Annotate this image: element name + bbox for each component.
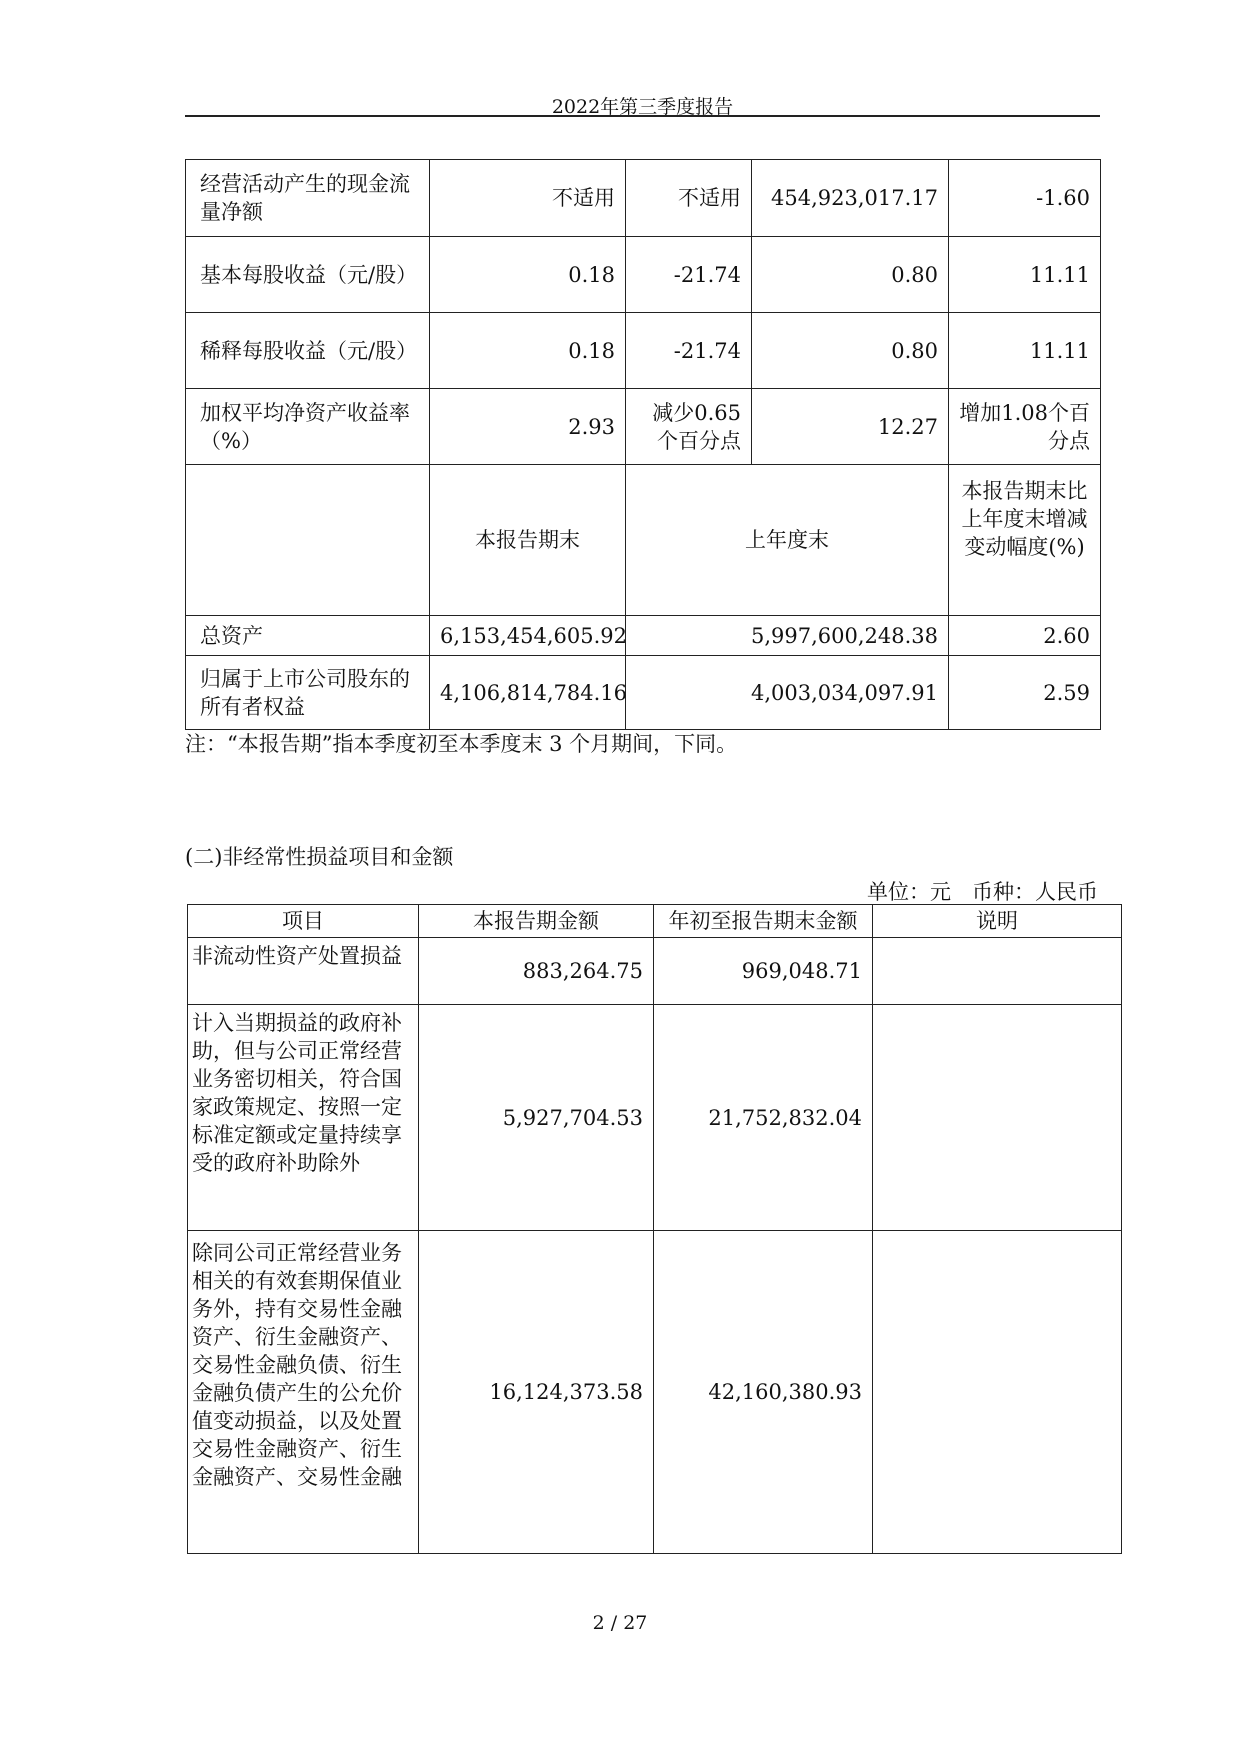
- table-row: [186, 656, 1101, 730]
- table-row: [188, 938, 1122, 1005]
- cell-value: 2.93: [430, 389, 626, 465]
- ytd-amount: 21,752,832.04: [654, 1005, 873, 1231]
- empty-cell: [186, 465, 430, 616]
- item-label: 除同公司正常经营业务相关的有效套期保值业务外，持有交易性金融资产、衍生金融资产、交易性金融负债、衍生金融负债产生的公允价值变动损益，以及处置交易性金融资产、衍生金融资产、交易性金融: [188, 1231, 419, 1554]
- cell-value: 12.27: [752, 389, 949, 465]
- non-recurring-items-table: [187, 904, 1122, 1554]
- cell-value: 2.59: [949, 656, 1101, 730]
- column-header: 说明: [873, 905, 1122, 938]
- row-label: 经营活动产生的现金流量净额: [186, 160, 430, 237]
- column-header: 本报告期末: [430, 465, 626, 616]
- cell-value: 不适用: [430, 160, 626, 237]
- cell-value: -21.74: [626, 313, 752, 389]
- column-header: 本报告期末比上年度末增减变动幅度(%): [949, 465, 1101, 616]
- row-label: 加权平均净资产收益率（%）: [186, 389, 430, 465]
- cell-value: 减少0.65个百分点: [626, 389, 752, 465]
- table-row: [186, 313, 1101, 389]
- page-number: 2 / 27: [592, 1612, 648, 1634]
- row-label: 归属于上市公司股东的所有者权益: [186, 656, 430, 730]
- row-label: 总资产: [186, 616, 430, 656]
- item-label: 计入当期损益的政府补助，但与公司正常经营业务密切相关，符合国家政策规定、按照一定标准定额或定量持续享受的政府补助除外: [188, 1005, 419, 1231]
- item-note: [873, 1005, 1122, 1231]
- column-header: 本报告期金额: [419, 905, 654, 938]
- column-header: 上年度末: [626, 465, 949, 616]
- unit-currency-label: 单位：元 币种：人民币: [867, 880, 1098, 904]
- row-label: 基本每股收益（元/股）: [186, 237, 430, 313]
- table-row: [188, 1231, 1122, 1554]
- header-divider: [185, 115, 1100, 117]
- column-header: 项目: [188, 905, 419, 938]
- cell-value: 0.18: [430, 237, 626, 313]
- cell-value: 4,003,034,097.91: [626, 656, 949, 730]
- cell-value: 454,923,017.17: [752, 160, 949, 237]
- ytd-amount: 42,160,380.93: [654, 1231, 873, 1554]
- cell-value: 4,106,814,784.16: [430, 656, 626, 730]
- item-label: 非流动性资产处置损益: [188, 938, 419, 1005]
- cell-value: -21.74: [626, 237, 752, 313]
- current-amount: 883,264.75: [419, 938, 654, 1005]
- cell-value: 0.80: [752, 237, 949, 313]
- current-amount: 5,927,704.53: [419, 1005, 654, 1231]
- cell-value: -1.60: [949, 160, 1101, 237]
- table-header-row: [188, 905, 1122, 938]
- cell-value: 0.18: [430, 313, 626, 389]
- ytd-amount: 969,048.71: [654, 938, 873, 1005]
- cell-value: 6,153,454,605.92: [430, 616, 626, 656]
- cell-value: 增加1.08个百分点: [949, 389, 1101, 465]
- table-note: 注：“本报告期”指本季度初至本季度末 3 个月期间，下同。: [185, 732, 738, 756]
- item-note: [873, 1231, 1122, 1554]
- cell-value: 5,997,600,248.38: [626, 616, 949, 656]
- cell-value: 不适用: [626, 160, 752, 237]
- table-row: [188, 1005, 1122, 1231]
- section-title: (二)非经常性损益项目和金额: [185, 845, 454, 869]
- financial-indicators-table: [185, 159, 1101, 730]
- column-header: 年初至报告期末金额: [654, 905, 873, 938]
- item-note: [873, 938, 1122, 1005]
- cell-value: 0.80: [752, 313, 949, 389]
- cell-value: 11.11: [949, 313, 1101, 389]
- cell-value: 2.60: [949, 616, 1101, 656]
- cell-value: 11.11: [949, 237, 1101, 313]
- table-row: [186, 616, 1101, 656]
- row-label: 稀释每股收益（元/股）: [186, 313, 430, 389]
- report-header-title: 2022年第三季度报告: [551, 96, 734, 118]
- table-row: [186, 160, 1101, 237]
- table-subheader-row: [186, 465, 1101, 616]
- current-amount: 16,124,373.58: [419, 1231, 654, 1554]
- table-row: [186, 237, 1101, 313]
- table-row: [186, 389, 1101, 465]
